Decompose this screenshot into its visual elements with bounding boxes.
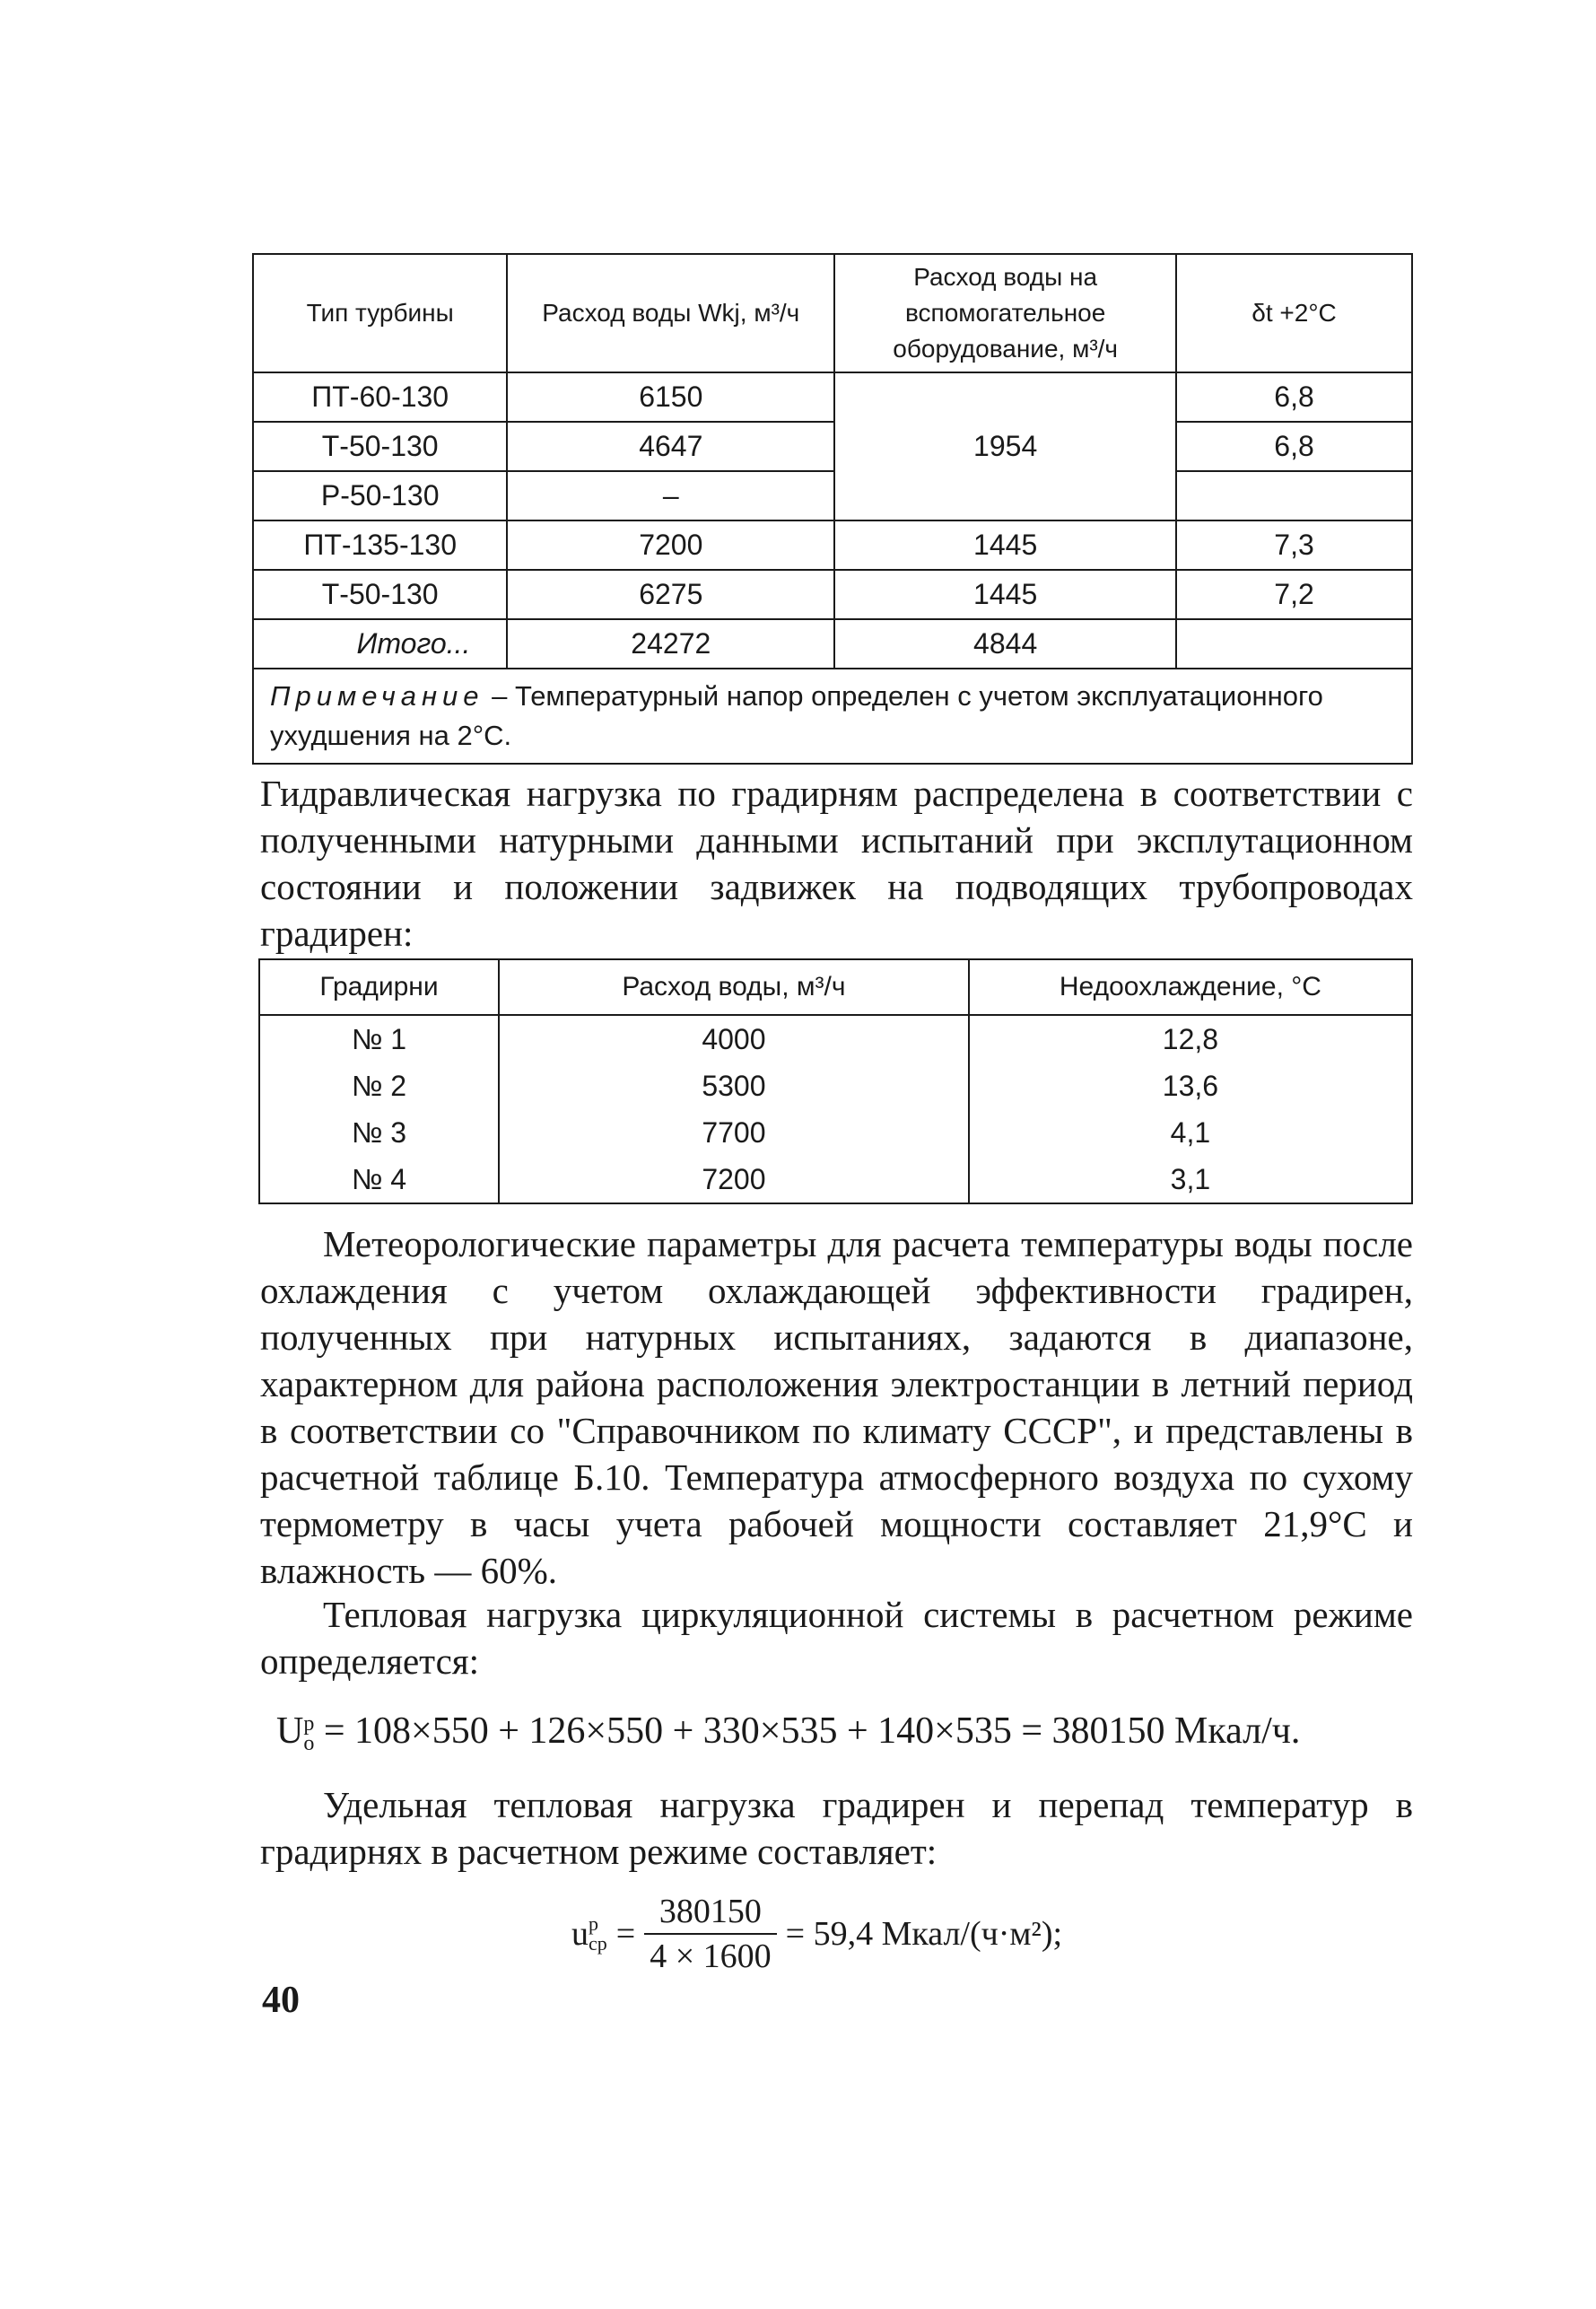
cell-tower: № 1 [259,1015,499,1063]
paragraph-heat-load: Тепловая нагрузка циркуляционной системы в расчетном режиме определяется: [260,1594,1413,1682]
total-dt [1176,619,1412,669]
cell-flow: 6275 [507,570,834,619]
table-row [253,520,1412,570]
table-row [253,372,1412,422]
cell-type: Т-50-130 [253,422,507,471]
cell-undercooling: 13,6 [969,1063,1412,1109]
paragraph-specific-load: Удельная тепловая нагрузка градирен и перепад температур в градирнях в расчетном режиме составляет: [260,1784,1413,1872]
formula2-sub: ср [589,1932,607,1955]
formula2-denominator: 4 × 1600 [650,1937,772,1975]
total-flow: 24272 [507,619,834,669]
table-row [259,1156,1412,1203]
table-row [253,471,1412,520]
cell-type: Р-50-130 [253,471,507,520]
header-undercooling: Недоохлаждение, °С [969,959,1412,1015]
cell-flow: 7200 [499,1156,969,1203]
turbine-water-table [252,253,1413,765]
cell-aux: 1445 [834,520,1176,570]
cooling-tower-table [258,958,1413,1204]
formula-sup: р [303,1712,315,1736]
cell-tower: № 4 [259,1156,499,1203]
formula2-numerator: 380150 [658,1893,762,1930]
table-row [259,1063,1412,1109]
table-row [253,422,1412,471]
header-aux-flow: Расход воды на вспомогательное оборудование, м³/ч [834,254,1176,372]
note-row [253,669,1412,764]
cell-type: Т-50-130 [253,570,507,619]
table-row [253,570,1412,619]
cell-aux: 1954 [834,372,1176,520]
formula-sub: о [303,1732,315,1756]
paragraph-meteorological: Метеорологические параметры для расчета температуры воды после охлаждения с учетом охлаждающей эффективности градирен, полученных при натурных испытаниях, задаются в диапазоне, характерном для района расположения электростанции в летний период в соответствии со "Справочником по климату СССР", и представлены в расчетной таблице Б.10. Температура атмосферного воздуха по сухому термометру в часы учета рабочей мощности составляет 21,9°С и влажность — 60%. [260,1223,1413,1591]
formula2-symbol: u [571,1915,589,1953]
formula2-result: = 59,4 Мкал/(ч·м²); [785,1915,1063,1953]
note-text: – Температурный напор определен с учетом эксплуатационного ухудшения на 2°С. [270,680,1323,751]
table-row [259,1015,1412,1063]
table-row [259,1109,1412,1156]
header-tower: Градирни [259,959,499,1015]
formula-specific-load: u р ср = 380150 4 × 1600 = 59,4 Мкал/(ч·м²); [571,1893,1063,1975]
header-turbine-type: Тип турбины [253,254,507,372]
total-row [253,619,1412,669]
formula-expression: = 108×550 + 126×550 + 330×535 + 140×535 = 380150 Мкал/ч. [323,1710,1301,1752]
formula-symbol: U [276,1710,304,1752]
header-flow: Расход воды, м³/ч [499,959,969,1015]
cell-dt: 6,8 [1176,422,1412,471]
cell-dt [1176,471,1412,520]
cell-tower: № 2 [259,1063,499,1109]
page-number: 40 [262,1980,300,2021]
cell-undercooling: 12,8 [969,1015,1412,1063]
cell-tower: № 3 [259,1109,499,1156]
cell-flow: 7200 [507,520,834,570]
table-note [253,669,1412,764]
cell-undercooling: 4,1 [969,1109,1412,1156]
cell-type: ПТ-60-130 [253,372,507,422]
cell-flow: 4000 [499,1015,969,1063]
cell-flow: 7700 [499,1109,969,1156]
header-dt: δt +2°С [1176,254,1412,372]
total-aux: 4844 [834,619,1176,669]
cell-aux: 1445 [834,570,1176,619]
note-label: Примечание [270,680,484,712]
cell-dt: 6,8 [1176,372,1412,422]
cell-flow: 6150 [507,372,834,422]
formula-heat-load [276,1710,1300,1754]
total-label: Итого... [253,619,507,669]
cell-flow: – [507,471,834,520]
cell-undercooling: 3,1 [969,1156,1412,1203]
cell-dt: 7,2 [1176,570,1412,619]
cell-flow: 4647 [507,422,834,471]
cell-flow: 5300 [499,1063,969,1109]
cell-dt: 7,3 [1176,520,1412,570]
formula2-sup: р [589,1912,598,1935]
cell-type: ПТ-135-130 [253,520,507,570]
header-water-flow: Расход воды Wkj, м³/ч [507,254,834,372]
paragraph-hydraulic-load: Гидравлическая нагрузка по градирням распределена в соответствии с полученными натурными данными испытаний при эксплутационном состоянии и положении задвижек на подводящих трубопроводах градирен: [260,773,1413,954]
